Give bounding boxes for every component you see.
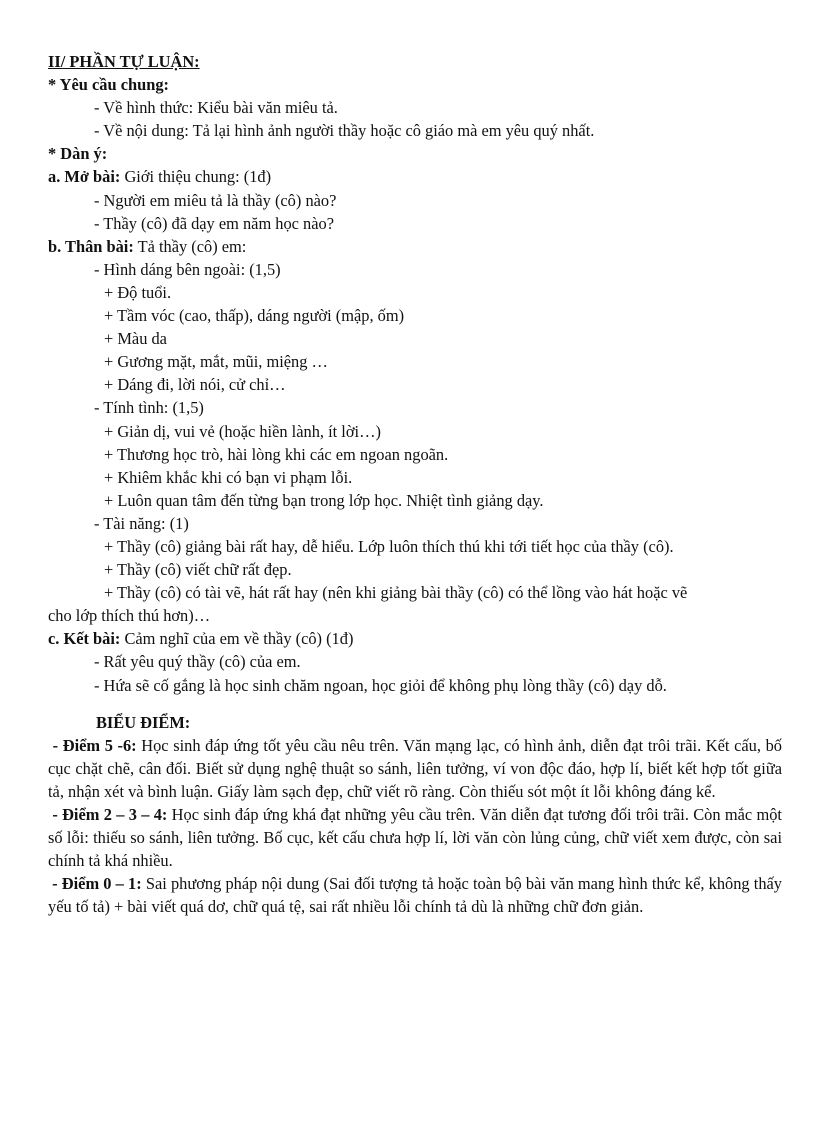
intro-line <box>48 165 782 188</box>
score-label: - Điểm 2 – 3 – 4: <box>52 805 168 824</box>
score-text: Học sinh đáp ứng tốt yêu cầu nêu trên. Văn mạng lạc, có hình ảnh, diễn đạt trôi trãi. Kết cấu, bố cục chặt chẽ, cân đối. Biết sử dụng nghệ thuật so sánh, liên tưởng, ví von độc đáo, hợp lí, biết kết hợp tốt giữa tả, nhận xét và bình luận. Giấy làm sạch đẹp, chữ viết rõ ràng. Còn thiếu sót một ít lỗi không đáng kể. <box>48 735 782 801</box>
talent-item: + Thầy (cô) giảng bài rất hay, dễ hiểu. Lớp luôn thích thú khi tới tiết học của thầy (cô). <box>104 536 674 556</box>
talent-item: + Thầy (cô) viết chữ rất đẹp. <box>104 560 292 580</box>
document-page <box>48 50 782 918</box>
general-requirements-heading: * Yêu cầu chung: <box>48 75 169 95</box>
appearance-item: + Tầm vóc (cao, thấp), dáng người (mập, ốm) <box>104 306 405 326</box>
score-label: - Điểm 0 – 1: <box>52 874 142 894</box>
score-paragraph <box>48 872 782 918</box>
conclusion-text: Cảm nghĩ của em về thầy (cô) (1đ) <box>120 629 354 649</box>
personality-item: + Thương học trò, hài lòng khi các em ngoan ngoãn. <box>104 444 449 464</box>
part-heading: II/ PHẦN TỰ LUẬN: <box>48 52 200 71</box>
conclusion-line <box>48 627 782 650</box>
personality-item: + Khiêm khắc khi có bạn vi phạm lỗi. <box>104 467 353 487</box>
appearance-title: - Hình dáng bên ngoài: (1,5) <box>94 259 281 279</box>
score-paragraph <box>48 734 782 803</box>
score-paragraph <box>48 803 782 872</box>
personality-item: + Giản dị, vui vẻ (hoặc hiền lành, ít lời…) <box>104 421 381 441</box>
outline-heading: * Dàn ý: <box>48 144 108 164</box>
conclusion-item: - Rất yêu quý thầy (cô) của em. <box>94 652 301 672</box>
personality-title: - Tính tình: (1,5) <box>94 398 204 418</box>
talent-title: - Tài năng: (1) <box>94 513 189 533</box>
body-text: Tả thầy (cô) em: <box>133 236 247 256</box>
conclusion-item: - Hứa sẽ cố gắng là học sinh chăm ngoan, học giỏi để không phụ lòng thầy (cô) dạy dỗ. <box>94 675 667 695</box>
score-text: Sai phương pháp nội dung (Sai đối tượng tả hoặc toàn bộ bài văn mang hình thức kể, không thấy yếu tố tả) + bài viết quá dơ, chữ quá tệ, sai rất nhiều lỗi chính tả dù là những chữ đơn giản. <box>48 874 782 917</box>
general-item-form: - Về hình thức: Kiểu bài văn miêu tả. <box>94 98 338 118</box>
body-label: b. Thân bài: <box>48 236 134 256</box>
appearance-item: + Gương mặt, mắt, mũi, miệng … <box>104 352 328 372</box>
section-spacer <box>48 697 782 711</box>
appearance-item: + Màu da <box>104 329 167 349</box>
conclusion-label: c. Kết bài: <box>48 629 121 649</box>
personality-item: + Luôn quan tâm đến từng bạn trong lớp học. Nhiệt tình giảng dạy. <box>104 490 544 510</box>
score-label: - Điểm 5 -6: <box>52 735 137 755</box>
general-item-content: - Về nội dung: Tả lại hình ảnh người thầy hoặc cô giáo mà em yêu quý nhất. <box>94 121 595 141</box>
talent-item: + Thầy (cô) có tài vẽ, hát rất hay (nên khi giảng bài thầy (cô) có thể lồng vào hát hoặc vẽ <box>104 583 688 603</box>
scoring-heading: BIỂU ĐIỂM: <box>96 712 191 732</box>
intro-label: a. Mở bài: <box>48 167 121 187</box>
talent-item-continuation: cho lớp thích thú hơn)… <box>48 606 211 626</box>
appearance-item: + Độ tuổi. <box>104 282 172 302</box>
appearance-item: + Dáng đi, lời nói, cử chỉ… <box>104 375 286 395</box>
intro-item: - Thầy (cô) đã dạy em năm học nào? <box>94 213 334 233</box>
body-line <box>48 235 782 258</box>
intro-item: - Người em miêu tả là thầy (cô) nào? <box>94 190 337 210</box>
score-text: Học sinh đáp ứng khá đạt những yêu cầu trên. Văn diễn đạt tương đối trôi trãi. Còn mắc một số lỗi: thiếu so sánh, liên tưởng. Bố cục, kết cấu chưa hợp lí, lời văn còn lủng củng, chữ viết xem được, còn sai chính tả khá nhiều. <box>48 805 782 871</box>
intro-text: Giới thiệu chung: (1đ) <box>120 167 272 187</box>
